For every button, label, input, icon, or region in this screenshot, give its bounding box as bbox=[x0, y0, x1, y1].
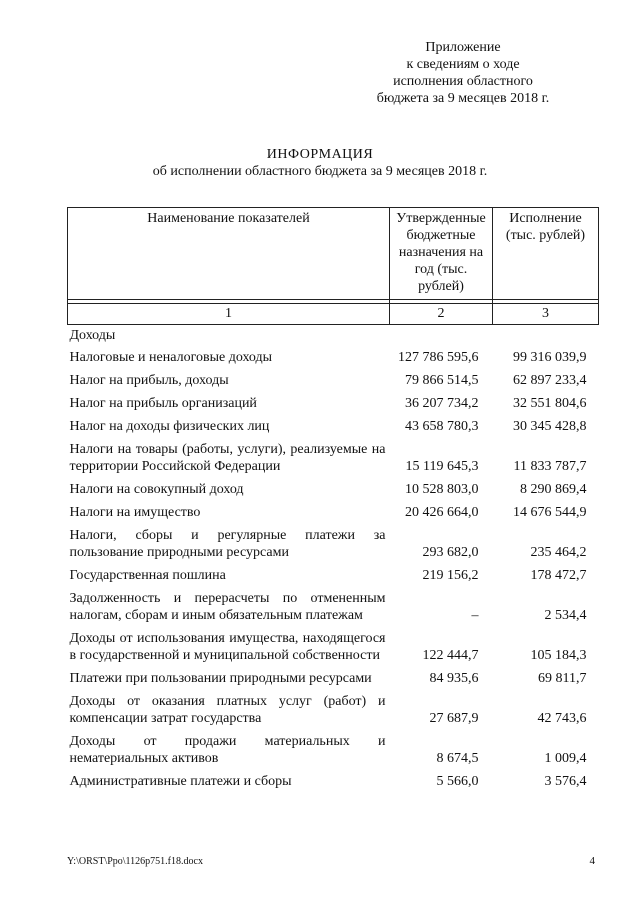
section-row bbox=[68, 325, 599, 350]
table-row bbox=[68, 670, 599, 693]
row-executed-value: 32 551 804,6 bbox=[513, 396, 587, 411]
row-executed-value: 30 345 428,8 bbox=[513, 419, 587, 434]
header-approved: Утвержденные бюджетные назначения на год (тыс. рублей) bbox=[390, 208, 493, 300]
table-row bbox=[68, 372, 599, 395]
column-number: 3 bbox=[493, 304, 599, 325]
row-executed-value: 8 290 869,4 bbox=[520, 482, 587, 497]
budget-table bbox=[67, 207, 599, 796]
row-label: Налог на прибыль, доходы bbox=[69, 373, 229, 388]
row-executed-value: 178 472,7 bbox=[530, 568, 587, 583]
row-label: Налоги на товары (работы, услуги), реализуемые на территории Российской Федерации bbox=[69, 442, 386, 474]
row-executed-value: 14 676 544,9 bbox=[513, 505, 587, 520]
appendix-line: бюджета за 9 месяцев 2018 г. bbox=[376, 91, 550, 106]
row-executed-value: 62 897 233,4 bbox=[513, 373, 587, 388]
row-label: Государственная пошлина bbox=[69, 568, 226, 583]
appendix-line: к сведениям о ходе bbox=[406, 57, 520, 72]
appendix-note bbox=[343, 39, 583, 107]
table-row bbox=[68, 349, 599, 372]
table-row bbox=[68, 567, 599, 590]
row-approved-value: 293 682,0 bbox=[422, 545, 479, 560]
row-approved-value: 127 786 595,6 bbox=[398, 350, 479, 365]
table-row bbox=[68, 441, 599, 481]
row-label: Задолженность и перерасчеты по отмененным налогам, сборам и иным обязательным платежам bbox=[69, 591, 386, 623]
header-executed: Исполнение (тыс. рублей) bbox=[493, 208, 599, 300]
row-label: Налоговые и неналоговые доходы bbox=[69, 350, 273, 365]
row-approved-value: 8 674,5 bbox=[436, 751, 479, 766]
row-label: Налоги, сборы и регулярные платежи за пользование природными ресурсами bbox=[69, 528, 386, 560]
appendix-line: исполнения областного bbox=[393, 74, 533, 89]
row-approved-value: 43 658 780,3 bbox=[405, 419, 479, 434]
table-header-row bbox=[68, 208, 599, 300]
row-label: Налог на прибыль организаций bbox=[69, 396, 257, 411]
row-executed-value: 42 743,6 bbox=[537, 711, 587, 726]
table-row bbox=[68, 693, 599, 733]
row-label: Налоги на совокупный доход bbox=[69, 482, 244, 497]
row-approved-value: 36 207 734,2 bbox=[405, 396, 479, 411]
row-label: Доходы от оказания платных услуг (работ) и компенсации затрат государства bbox=[69, 694, 386, 726]
row-approved-value: – bbox=[471, 608, 479, 623]
column-number: 2 bbox=[390, 304, 493, 325]
appendix-line: Приложение bbox=[425, 40, 501, 55]
table-row bbox=[68, 418, 599, 441]
row-executed-value: 99 316 039,9 bbox=[513, 350, 587, 365]
table-row bbox=[68, 504, 599, 527]
table-row bbox=[68, 590, 599, 630]
row-label: Платежи при пользовании природными ресурсами bbox=[69, 671, 372, 686]
row-executed-value: 11 833 787,7 bbox=[513, 459, 587, 474]
row-label: Доходы от продажи материальных и нематериальных активов bbox=[69, 734, 386, 766]
section-label: Доходы bbox=[69, 328, 116, 343]
column-numbers-row bbox=[68, 304, 599, 325]
budget-table-container bbox=[67, 207, 598, 796]
table-row bbox=[68, 481, 599, 504]
row-approved-value: 27 687,9 bbox=[429, 711, 479, 726]
table-row bbox=[68, 527, 599, 567]
header-name: Наименование показателей bbox=[68, 208, 390, 300]
title-main: ИНФОРМАЦИЯ bbox=[266, 147, 374, 162]
row-approved-value: 20 426 664,0 bbox=[405, 505, 479, 520]
table-row bbox=[68, 395, 599, 418]
row-executed-value: 1 009,4 bbox=[544, 751, 587, 766]
row-executed-value: 69 811,7 bbox=[538, 671, 587, 686]
row-executed-value: 2 534,4 bbox=[544, 608, 587, 623]
row-approved-value: 219 156,2 bbox=[422, 568, 479, 583]
title-subtitle: об исполнении областного бюджета за 9 месяцев 2018 г. bbox=[152, 164, 488, 179]
row-label: Налоги на имущество bbox=[69, 505, 201, 520]
row-executed-value: 105 184,3 bbox=[530, 648, 587, 663]
row-approved-value: 84 935,6 bbox=[429, 671, 479, 686]
page-number: 4 bbox=[589, 855, 595, 867]
row-approved-value: 122 444,7 bbox=[422, 648, 479, 663]
document-title bbox=[0, 146, 640, 180]
row-approved-value: 15 119 645,3 bbox=[405, 459, 479, 474]
row-executed-value: 235 464,2 bbox=[530, 545, 587, 560]
table-row bbox=[68, 773, 599, 796]
row-label: Административные платежи и сборы bbox=[69, 774, 292, 789]
footer-file-path: Y:\ORST\Ppo\1126p751.f18.docx bbox=[67, 856, 203, 867]
table-row bbox=[68, 630, 599, 670]
row-label: Доходы от использования имущества, находящегося в государственной и муниципальной собственности bbox=[69, 631, 386, 663]
row-executed-value: 3 576,4 bbox=[544, 774, 587, 789]
table-body bbox=[68, 300, 599, 797]
row-approved-value: 5 566,0 bbox=[436, 774, 479, 789]
column-number: 1 bbox=[68, 304, 390, 325]
row-approved-value: 79 866 514,5 bbox=[405, 373, 479, 388]
row-approved-value: 10 528 803,0 bbox=[405, 482, 479, 497]
table-row bbox=[68, 733, 599, 773]
row-label: Налог на доходы физических лиц bbox=[69, 419, 270, 434]
